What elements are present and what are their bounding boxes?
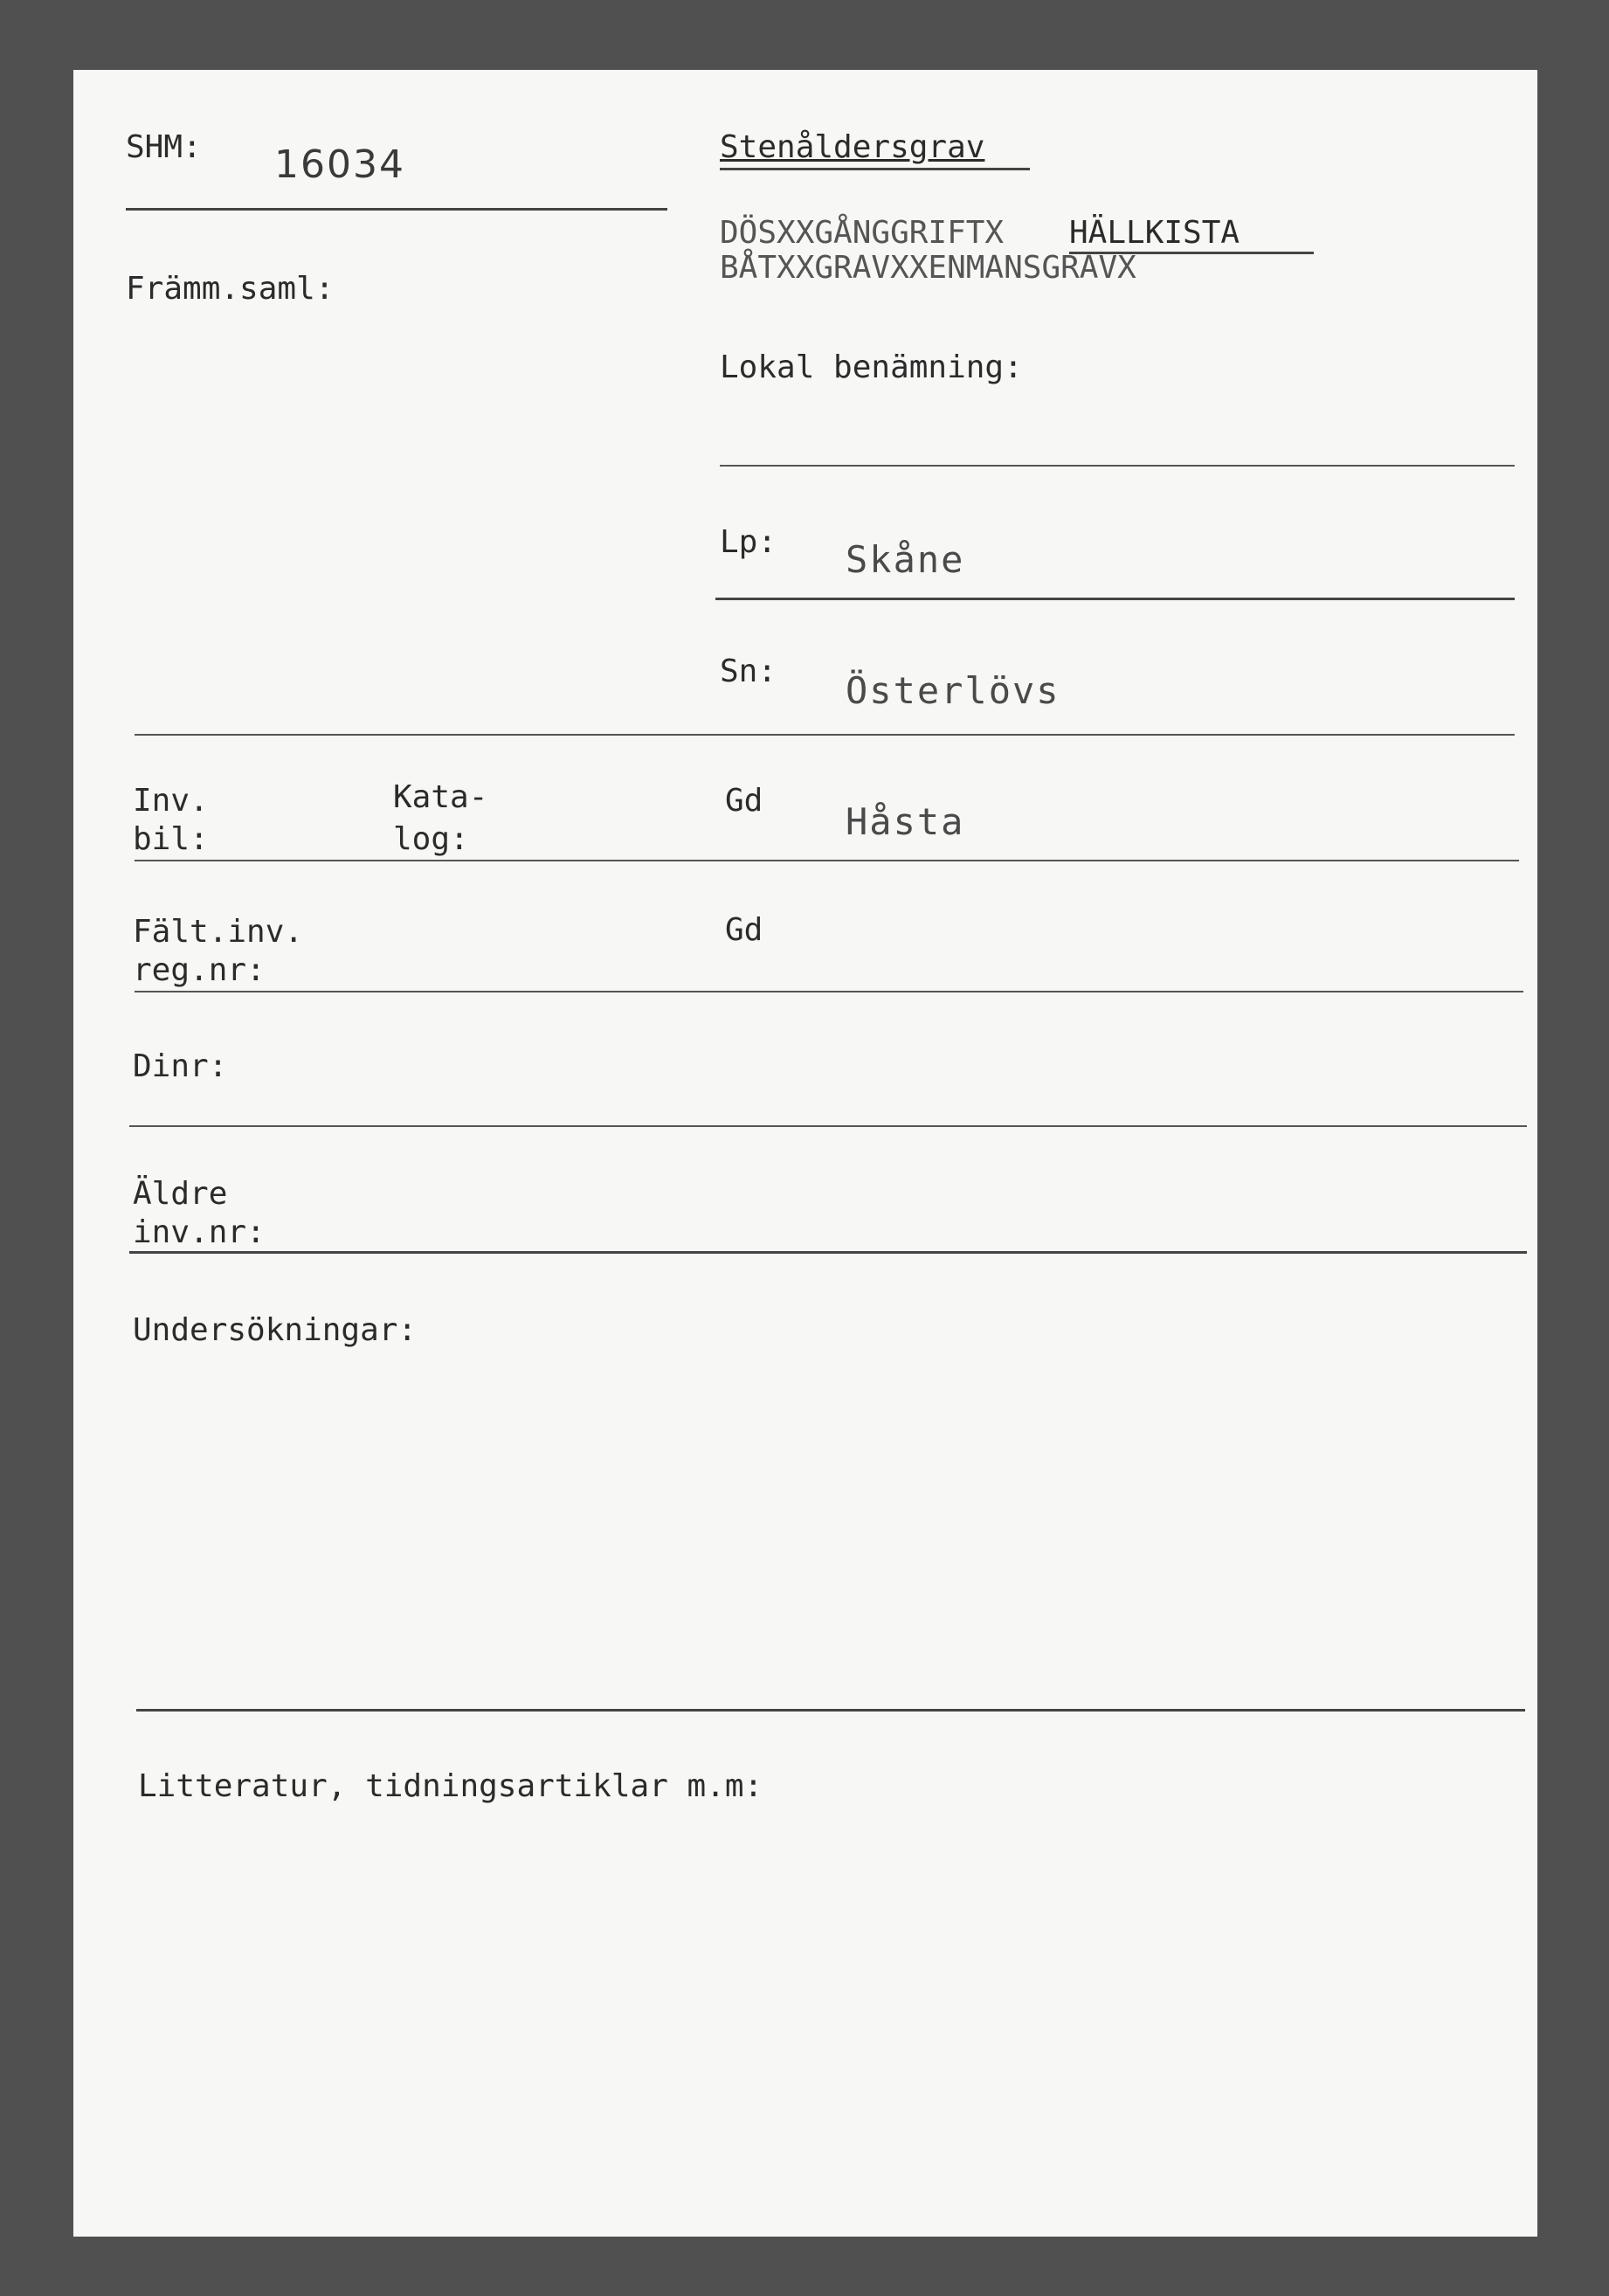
index-card <box>73 70 1537 2237</box>
aldre-row-line <box>129 1251 1527 1254</box>
dinr-label: Dinr: <box>133 1048 228 1084</box>
inv-row-line <box>135 860 1519 861</box>
lp-line <box>715 598 1515 600</box>
aldre-label-1: Äldre <box>133 1176 228 1212</box>
undersokningar-line <box>136 1709 1525 1712</box>
grave-types-struck-2: BÅTXXGRAVXXENMANSGRAVX <box>720 250 1136 286</box>
katalog-label-2: log: <box>393 821 469 857</box>
inv-label-2: bil: <box>133 821 209 857</box>
falt-row-line <box>135 991 1523 992</box>
falt-label-2: reg.nr: <box>133 952 266 988</box>
aldre-label-2: inv.nr: <box>133 1214 266 1250</box>
category-heading: Stenåldersgrav <box>720 129 985 165</box>
grave-type-hallkista: HÄLLKISTA <box>1069 215 1240 251</box>
sn-label: Sn: <box>720 654 777 689</box>
litteratur-label: Litteratur, tidningsartiklar m.m: <box>138 1768 763 1804</box>
gd-value-1: Håsta <box>846 800 965 843</box>
lokal-benamning-line <box>720 465 1515 467</box>
sn-value: Österlövs <box>846 669 1060 712</box>
grave-types-struck-1: DÖSXXGÅNGGRIFTX <box>720 215 1005 251</box>
gd-label-1: Gd <box>725 783 763 819</box>
shm-underline <box>126 208 667 211</box>
falt-label-1: Fält.inv. <box>133 914 304 950</box>
shm-label: SHM: <box>126 129 202 165</box>
lokal-benamning-label: Lokal benämning: <box>720 349 1023 385</box>
undersokningar-label: Undersökningar: <box>133 1312 418 1348</box>
category-underline <box>720 168 1030 170</box>
sn-line <box>135 734 1515 736</box>
inv-label-1: Inv. <box>133 783 209 819</box>
dinr-row-line <box>129 1125 1527 1127</box>
lp-label: Lp: <box>720 524 777 560</box>
framm-saml-label: Främm.saml: <box>126 271 335 307</box>
katalog-label-1: Kata- <box>393 779 488 815</box>
shm-number: 16034 <box>274 142 405 187</box>
gd-label-2: Gd <box>725 912 763 948</box>
lp-value: Skåne <box>846 538 965 581</box>
